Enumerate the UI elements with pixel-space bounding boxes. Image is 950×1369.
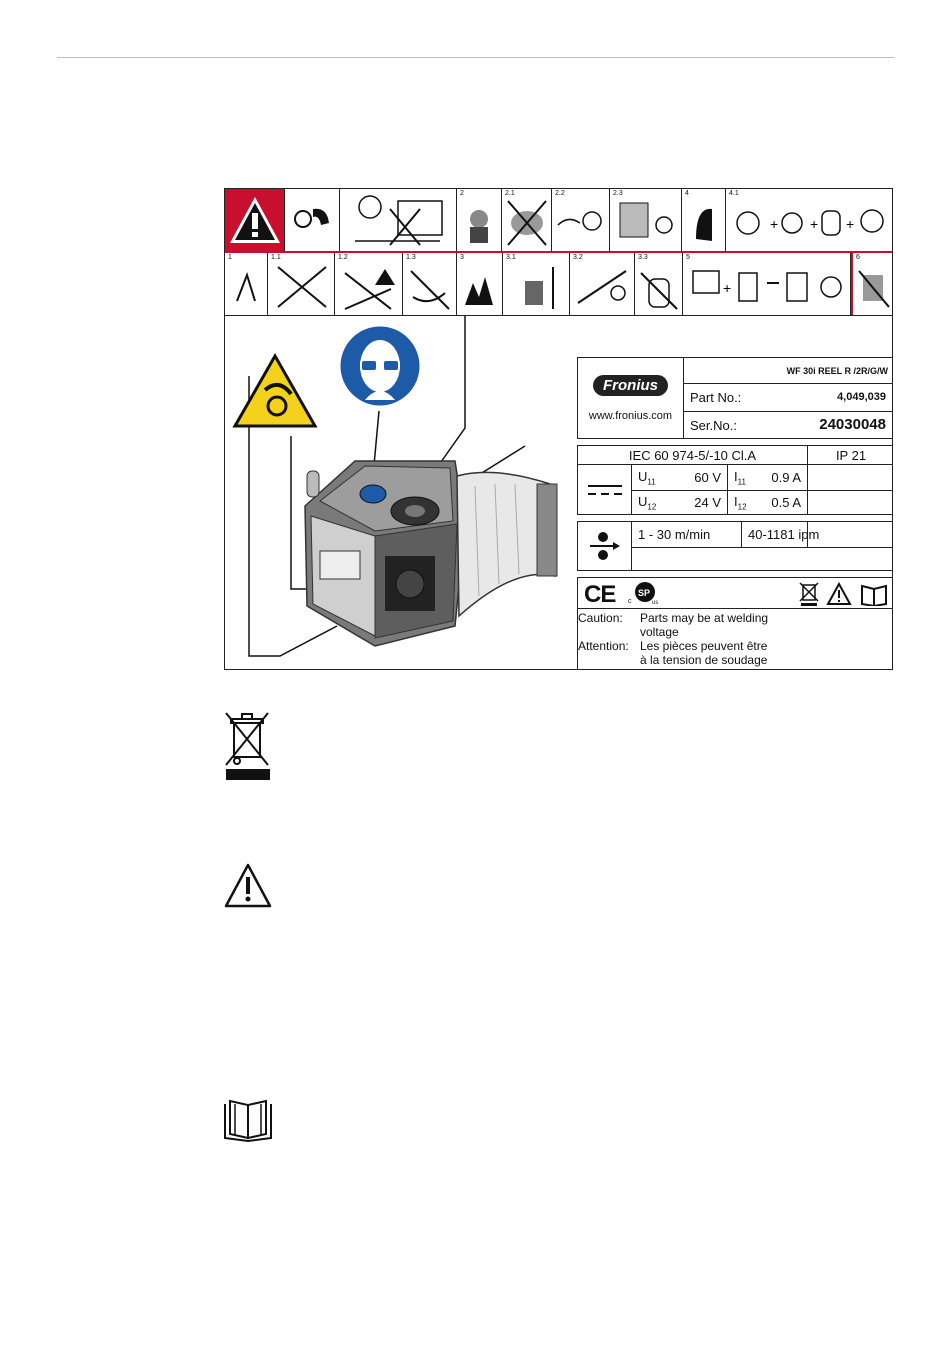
pictogram-3-2: 3.2 <box>570 253 635 315</box>
pictogram-6: 6 <box>851 253 893 315</box>
wire-speed-metric: 1 - 30 m/min <box>632 522 742 547</box>
certification-row <box>577 577 893 609</box>
pictogram-2-3: 2.3 <box>610 189 682 251</box>
caution-text-1: Parts may be at welding <box>640 611 769 625</box>
caution-text-2: voltage <box>640 625 679 639</box>
device-label-figure <box>224 188 893 670</box>
pictogram-row-1 <box>225 189 893 251</box>
attention-label: Attention: <box>578 639 629 653</box>
i12-value: 0.5 A <box>771 495 801 510</box>
csa-mark: SP c us <box>628 581 668 607</box>
wire-feeder-illustration <box>225 316 577 670</box>
pictogram-2: 2 <box>457 189 502 251</box>
fronius-logo: Fronius <box>593 375 668 396</box>
wire-feeder-drive-icon <box>340 189 457 251</box>
attention-text-2: à la tension de soudage <box>640 653 768 667</box>
website: www.fronius.com <box>588 409 673 422</box>
pictogram-5: 5 + <box>683 253 851 315</box>
attention-text-1: Les pièces peuvent être <box>640 639 768 653</box>
warning-small-icon <box>826 582 852 606</box>
svg-text:SP: SP <box>638 588 651 598</box>
entanglement-hazard-icon <box>235 356 315 426</box>
part-value: 4,049,039 <box>837 391 886 403</box>
wire-speed-imperial: 40-1181 ipm <box>742 522 808 547</box>
nameplate-header <box>577 357 893 439</box>
svg-text:+: + <box>846 216 855 232</box>
caution-block <box>577 609 893 670</box>
svg-text:+: + <box>770 216 779 232</box>
pictogram-1-2: 1.2 <box>335 253 403 315</box>
weee-small-icon <box>798 581 820 607</box>
i12-cell: $I_{12}$ 0.5 A <box>728 490 808 515</box>
wire-speed-block <box>577 521 893 571</box>
pictogram-1: 1 <box>225 253 268 315</box>
i11-cell: $I_{11}$ 0.9 A <box>728 465 808 490</box>
ppe-goggles-icon <box>339 325 421 407</box>
finger-pinch-hazard-icon <box>285 189 340 251</box>
caution-triangle-icon <box>223 862 273 910</box>
u11-value: 60 V <box>694 470 721 485</box>
pictogram-2-2: 2.2 <box>552 189 610 251</box>
read-manual-icon <box>222 1098 274 1142</box>
manual-small-icon <box>860 582 888 606</box>
u11-cell: $U_{11}$ 60 V <box>632 465 728 490</box>
general-warning-icon <box>225 189 285 251</box>
pictogram-2-1: 2.1 <box>502 189 552 251</box>
standard-row <box>577 445 893 465</box>
u12-cell: $U_{12}$ 24 V <box>632 490 728 515</box>
weee-bin-icon <box>222 709 272 781</box>
caution-label: Caution: <box>578 611 623 625</box>
pictogram-1-3: 1.3 <box>403 253 457 315</box>
header-rule <box>57 57 894 58</box>
standard: IEC 60 974-5/-10 Cl.A <box>578 446 808 464</box>
brand-block <box>578 358 684 438</box>
pictogram-4: 4 <box>682 189 726 251</box>
part-label: Part No.: <box>690 390 742 405</box>
wire-feed-icon <box>578 522 632 570</box>
power-rating-block <box>577 465 893 515</box>
serial-value: 24030048 <box>819 416 886 433</box>
svg-text:+: + <box>810 216 819 232</box>
serial-label: Ser.No.: <box>690 418 737 433</box>
model-name: WF 30i REEL R /2R/G/W <box>684 358 893 384</box>
protection-class: IP 21 <box>808 446 893 464</box>
pictogram-3-1: 3.1 <box>503 253 570 315</box>
rating-nameplate <box>577 357 893 670</box>
pictogram-row-2 <box>225 253 893 315</box>
pictogram-1-1: 1.1 <box>268 253 335 315</box>
i11-value: 0.9 A <box>771 470 801 485</box>
pictogram-3: 3 <box>457 253 503 315</box>
ce-mark: CE <box>584 581 616 608</box>
dc-symbol-icon <box>578 465 632 514</box>
pictogram-4-1: 4.1 + + + <box>726 189 893 251</box>
svg-text:+: + <box>723 280 732 296</box>
u12-value: 24 V <box>694 495 721 510</box>
pictogram-3-3: 3.3 <box>635 253 683 315</box>
